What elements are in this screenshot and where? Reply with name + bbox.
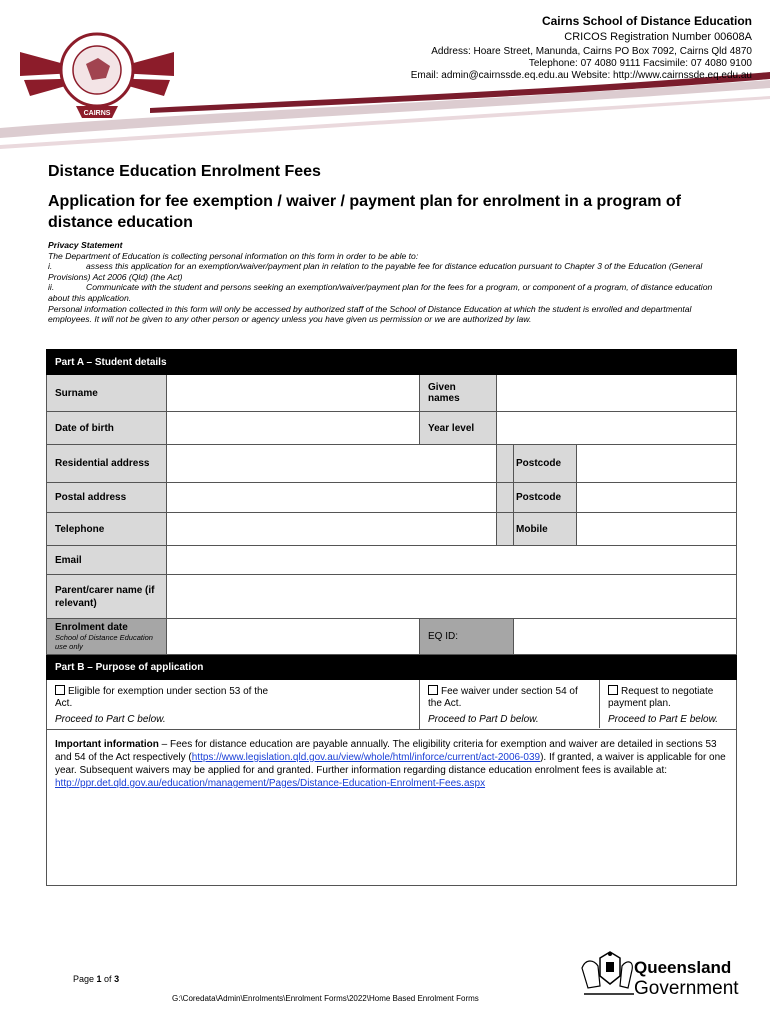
postal-postcode-cell[interactable]	[514, 483, 737, 513]
exemption-checkbox[interactable]	[55, 685, 65, 695]
exemption-text: Eligible for exemption under section 53 of the Act.	[55, 686, 269, 709]
residential-postcode-label	[497, 445, 514, 483]
school-phone: Telephone: 07 4080 9111 Facsimile: 07 4080 9100	[528, 58, 752, 69]
page-subtitle: Application for fee exemption / waiver / payment plan for enrolment in a program of distance education	[48, 193, 681, 231]
part-b-heading: Part B – Purpose of application	[47, 655, 737, 680]
postal-postcode-spacer	[497, 483, 514, 513]
postal-postcode-field[interactable]	[577, 483, 736, 512]
residential-postcode-field[interactable]	[577, 445, 736, 482]
given-names-field[interactable]	[497, 375, 737, 412]
year-level-field[interactable]	[497, 412, 737, 445]
parent-field[interactable]	[167, 575, 737, 619]
privacy-item-1: i. assess this application for an exemption/waiver/payment plan in relation to the payable fee for distance education pursuant to Chapter 3 of the Education (General Provisions) Act 2006 (Qld) (the Act)	[48, 261, 703, 282]
mobile-cell[interactable]	[514, 513, 737, 546]
payment-plan-proceed: Proceed to Part E below.	[608, 714, 719, 725]
qld-government-wordmark	[634, 957, 739, 999]
residential-postcode-text: Postcode	[514, 445, 577, 482]
qld-line-2: Government	[634, 978, 739, 999]
qld-line-1: Queensland	[634, 958, 732, 977]
parent-label: Parent/carer name (if relevant)	[47, 575, 167, 619]
fees-info-link[interactable]: http://ppr.det.qld.gov.au/education/management/Pages/Distance-Education-Enrolment-Fees.aspx	[55, 778, 486, 789]
page-number: Page 1 of 3	[73, 974, 120, 984]
info-label: Important information	[55, 739, 159, 750]
waiver-proceed: Proceed to Part D below.	[428, 714, 539, 725]
eq-id-label: EQ ID:	[420, 619, 514, 655]
telephone-label: Telephone	[47, 513, 167, 546]
privacy-intro: The Department of Education is collecting personal information on this form in order to be able to:	[48, 250, 419, 261]
school-name: Cairns School of Distance Education	[541, 14, 752, 28]
mobile-spacer	[497, 513, 514, 546]
mobile-field[interactable]	[577, 513, 736, 545]
surname-label: Surname	[47, 375, 167, 412]
file-path: G:\Coredata\Admin\Enrolments\Enrolment Forms\2022\Home Based Enrolment Forms	[172, 994, 479, 1003]
exemption-proceed: Proceed to Part C below.	[55, 714, 166, 725]
waiver-checkbox[interactable]	[428, 685, 438, 695]
payment-plan-text: Request to negotiate payment plan.	[608, 686, 714, 709]
waiver-text: Fee waiver under section 54 of the Act.	[428, 686, 578, 709]
email-label: Email	[47, 546, 167, 575]
important-information	[47, 730, 737, 886]
cricos-number: CRICOS Registration Number 00608A	[564, 31, 752, 43]
residential-field[interactable]	[167, 445, 497, 483]
enrolment-date-note: School of Distance Education use only	[55, 633, 153, 651]
email-field[interactable]	[167, 546, 737, 575]
option-payment-plan[interactable]	[600, 680, 736, 728]
privacy-statement	[48, 240, 728, 325]
school-address: Address: Hoare Street, Manunda, Cairns PO Box 7092, Cairns Qld 4870	[431, 46, 752, 57]
logo-cairns-text: CAIRNS	[83, 110, 111, 117]
page-title: Distance Education Enrolment Fees	[48, 163, 321, 180]
residential-postcode-cell[interactable]	[514, 445, 737, 483]
enrolment-date-label	[47, 619, 167, 655]
part-a-heading: Part A – Student details	[47, 350, 737, 375]
postal-field[interactable]	[167, 483, 497, 513]
dob-field[interactable]	[167, 412, 420, 445]
school-logo	[16, 26, 178, 122]
postal-postcode-text: Postcode	[514, 483, 577, 512]
info-text-1: – Fees for distance education are payable annually. The eligibility criteria for exemption and waiver are detailed in sections 53 and 54 of the Act respectively (	[55, 739, 717, 763]
surname-field[interactable]	[167, 375, 420, 412]
option-waiver[interactable]	[420, 680, 600, 728]
telephone-field[interactable]	[167, 513, 497, 546]
given-names-label: Given names	[420, 375, 497, 412]
legislation-link[interactable]: https://www.legislation.qld.gov.au/view/whole/html/inforce/current/act-2006-039	[191, 752, 541, 763]
privacy-heading: Privacy Statement	[48, 240, 123, 250]
eq-id-field[interactable]	[514, 619, 737, 655]
option-row-right	[420, 680, 737, 730]
dob-label: Date of birth	[47, 412, 167, 445]
school-email: Email: admin@cairnssde.eq.edu.au Website: http://www.cairnssde.eq.edu.au	[410, 70, 752, 81]
postal-label: Postal address	[47, 483, 167, 513]
enrolment-date-text: Enrolment date	[55, 622, 128, 633]
mobile-label: Mobile	[514, 513, 577, 545]
privacy-item-2: ii. Communicate with the student and persons seeking an exemption/waiver/payment plan for the fees for a program, or component of a program, of distance education about this application.	[48, 282, 713, 303]
year-level-label: Year level	[420, 412, 497, 445]
info-text-2: ). If granted, a waiver is applicable for one year. Subsequent waivers may be applied for and granted. Further information regarding distance education enrolment fees is available at:	[55, 752, 726, 776]
option-exemption[interactable]	[47, 680, 420, 730]
application-form	[46, 349, 737, 886]
payment-plan-checkbox[interactable]	[608, 685, 618, 695]
enrolment-date-field[interactable]	[167, 619, 420, 655]
residential-label: Residential address	[47, 445, 167, 483]
privacy-closing: Personal information collected in this form will only be accessed by authorized staff of the School of Distance Education at which the student is enrolled and departmental employees. It will not be given to any other person or agency unless you have given us permission or we are authorized by law.	[48, 303, 692, 325]
